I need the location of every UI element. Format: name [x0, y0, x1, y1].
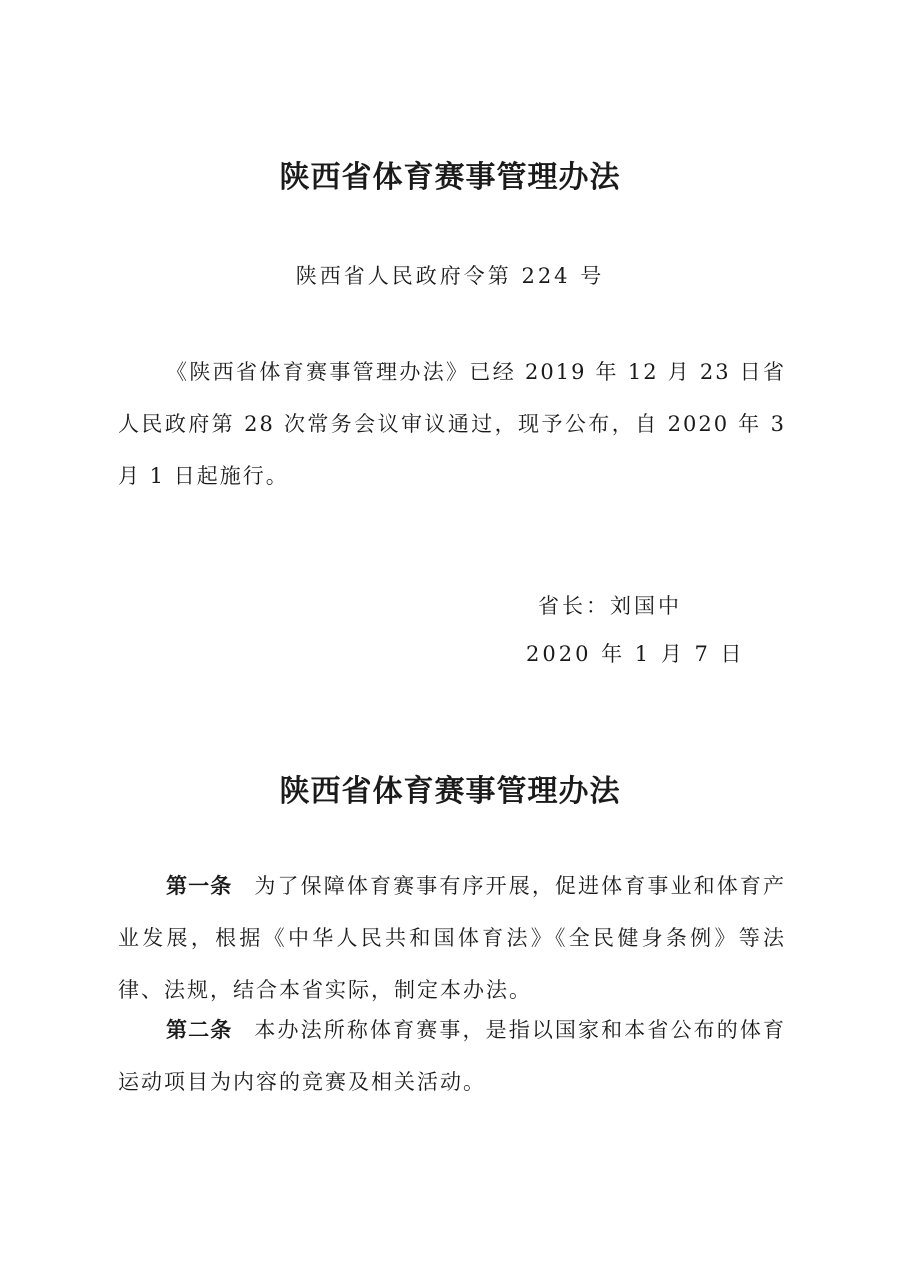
article-2-label: 第二条	[166, 1018, 233, 1042]
article-2	[118, 1004, 786, 1108]
article-1	[118, 860, 786, 1016]
decree-number: 陕西省人民政府令第 224 号	[295, 264, 605, 288]
regulation-title: 陕西省体育赛事管理办法	[279, 774, 621, 809]
promulgation-paragraph: 《陕西省体育赛事管理办法》已经 2019 年 12 月 23 日省人民政府第 28 次常务会议审议通过，现予公布，自 2020 年 3 月 1 日起施行。	[118, 360, 786, 488]
signing-date: 2020 年 1 月 7 日	[526, 642, 745, 666]
article-2-text: 本办法所称体育赛事，是指以国家和本省公布的体育运动项目为内容的竞赛及相关活动。	[118, 1018, 787, 1094]
article-1-text: 为了保障体育赛事有序开展，促进体育事业和体育产业发展，根据《中华人民共和国体育法》《全民健身条例》等法律、法规，结合本省实际，制定本办法。	[118, 874, 787, 1002]
signer-line: 省长：刘国中	[538, 594, 682, 618]
article-1-label: 第一条	[166, 874, 233, 898]
document-title: 陕西省体育赛事管理办法	[279, 160, 621, 195]
